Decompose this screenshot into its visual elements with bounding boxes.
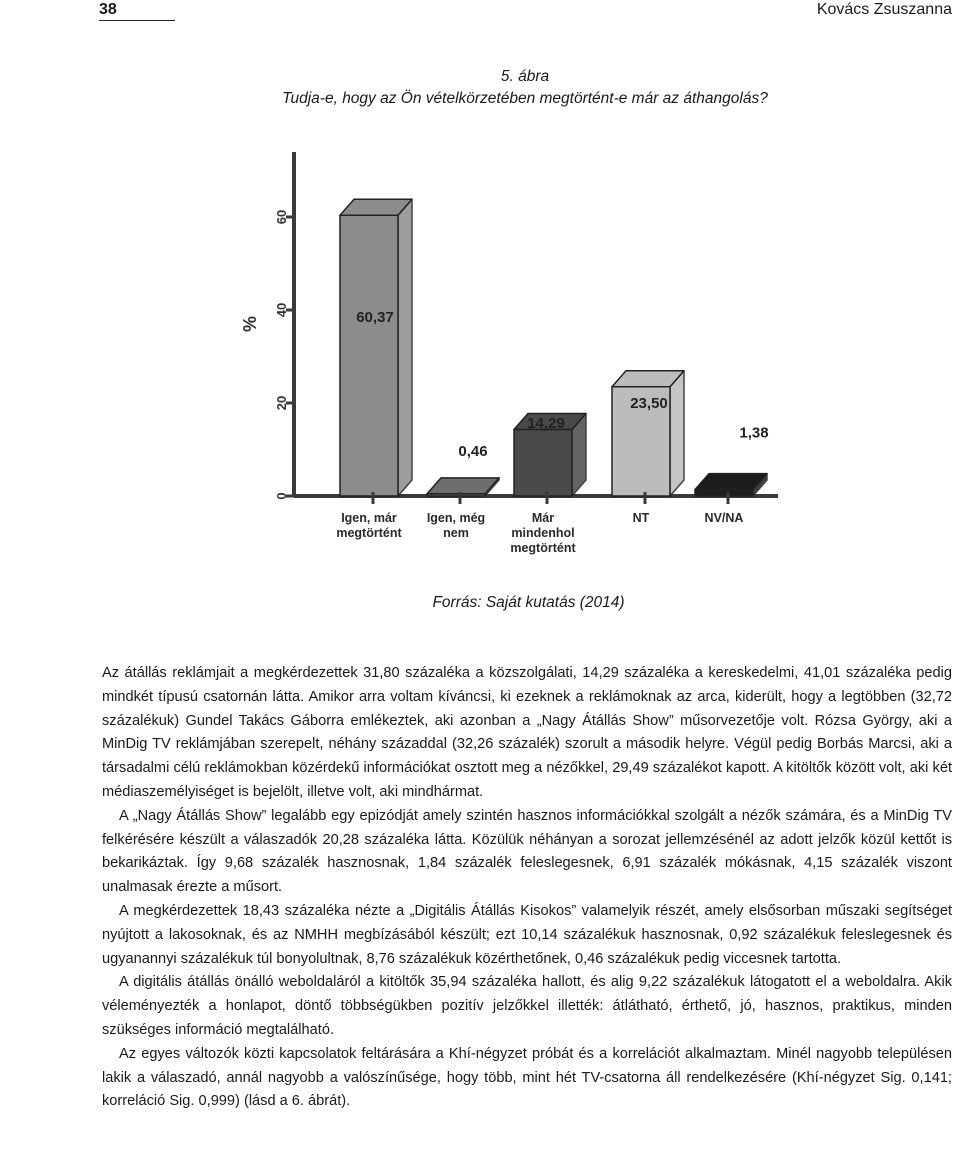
paragraph: A „Nagy Átállás Show” legalább egy epizódját amely szintén hasznos információkkal szolgált a nézők számára, és a MinDig TV felkérésére készült a válaszadók 20,28 százaléka látta. Közülük néhányan a sorozat jellemzésénél az adott jelzők közül kettőt is bekarikáztak. Így 9,68 százalék hasznosnak, 1,84 százalék feleslegesnek, 6,91 százalék mókásnak, 4,15 százalék viszont unalmasak érezte a műsort. bbox=[102, 807, 952, 896]
x-tick-label: megtörtént bbox=[336, 526, 402, 540]
bar bbox=[514, 430, 572, 496]
bar-side bbox=[670, 371, 684, 496]
x-tick-label: nem bbox=[443, 526, 469, 540]
y-tick-label: 40 bbox=[274, 302, 289, 318]
paragraph: Az átállás reklámjait a megkérdezettek 31,80 százaléka a közszolgálati, 14,29 százaléka a kereskedelmi, 41,01 százaléka pedig mindkét típusú csatornán látta. Amikor arra voltam kíváncsi, ki ezeknek a reklámoknak az arca, kiderült, hogy a legtöbben (32,72 százalékuk) Gundel Takács Gáborra emlékeztek, aki azonban a „Nagy Átállás Show” műsorvezetője volt. Rózsa György, aki a MinDig TV reklámjában szerepelt, néhány századdal (32,26 százalék) szorult a második helyre. Végül pedig Borbás Marcsi, aki a társadalmi célú reklámokban közérdekű információkat osztott meg a nézőkkel, 29,49 százalékot kapott. A kitöltők között volt, aki két médiaszemélyiséget is bejelölt, illetve volt, aki mindhármat. bbox=[102, 665, 952, 800]
bar-value-label: 1,38 bbox=[739, 424, 769, 442]
figure-source: Forrás: Saját kutatás (2014) bbox=[432, 594, 625, 611]
y-tick-label: 20 bbox=[274, 395, 289, 411]
y-axis-label: % bbox=[240, 315, 260, 333]
bar-value-label: 0,46 bbox=[458, 442, 488, 460]
x-tick-label: NV/NA bbox=[704, 511, 744, 525]
paragraph: A megkérdezettek 18,43 százaléka nézte a „Digitális Átállás Kisokos” valamelyik részét, amely elsősorban műszaki segítséget nyújtott a lakosoknak, és az NMHH megbízásából készült; ezt 10,14 százalékuk hasznosnak, 0,92 százalékuk feleslegesnek és ugyanannyi százalékuk túl bonyolultnak, 8,76 százalékuk közérthetőnek, 0,46 százalékuk pedig viccesnek tartotta. bbox=[102, 902, 952, 967]
figure-label: 5. ábra bbox=[500, 68, 550, 85]
x-tick-label: Igen, már bbox=[341, 511, 397, 525]
y-tick-label: 0 bbox=[274, 492, 289, 500]
x-tick-label: mindenhol bbox=[511, 526, 575, 540]
figure-title: Tudja-e, hogy az Ön vételkörzetében megtörtént-e már az áthangolás? bbox=[282, 90, 768, 107]
bar-value-label: 60,37 bbox=[356, 309, 394, 326]
x-tick-label: Igen, még bbox=[426, 511, 486, 525]
x-tick-label: Már bbox=[531, 511, 555, 525]
bar-value-label: 14,29 bbox=[527, 415, 565, 432]
body-text bbox=[102, 662, 952, 1114]
bar-value-label: 23,50 bbox=[630, 395, 668, 412]
bar bbox=[695, 490, 753, 496]
page-number: 38 bbox=[99, 0, 175, 21]
bar-side bbox=[398, 199, 412, 496]
paragraph: Az egyes változók közti kapcsolatok feltárására a Khí-négyzet próbát és a korrelációt alkalmaztam. Minél nagyobb településen lakik a válaszadó, annál nagyobb a valószínűsége, hogy több, mint hét TV-csatorna áll rendelkezésére (Khí-négyzet Sig. 0,141; korreláció Sig. 0,999) (lásd a 6. ábrát). bbox=[102, 1045, 952, 1110]
y-tick-label: 60 bbox=[274, 209, 289, 225]
x-tick-label: NT bbox=[632, 511, 650, 525]
paragraph: A digitális átállás önálló weboldaláról a kitöltők 35,94 százaléka hallott, és alig 9,22 százalékuk látogatott el a weboldalra. Akik véleményezték a honlapot, döntő többségükben pozitív jelzőkkel illették: átlátható, érthető, jó, hasznos, praktikus, minden szükséges információ megtalálható. bbox=[102, 974, 952, 1038]
bar bbox=[340, 215, 398, 496]
running-author: Kovács Zsuszanna bbox=[816, 1, 952, 18]
bar bbox=[427, 494, 485, 496]
x-tick-label: megtörtént bbox=[510, 541, 576, 555]
